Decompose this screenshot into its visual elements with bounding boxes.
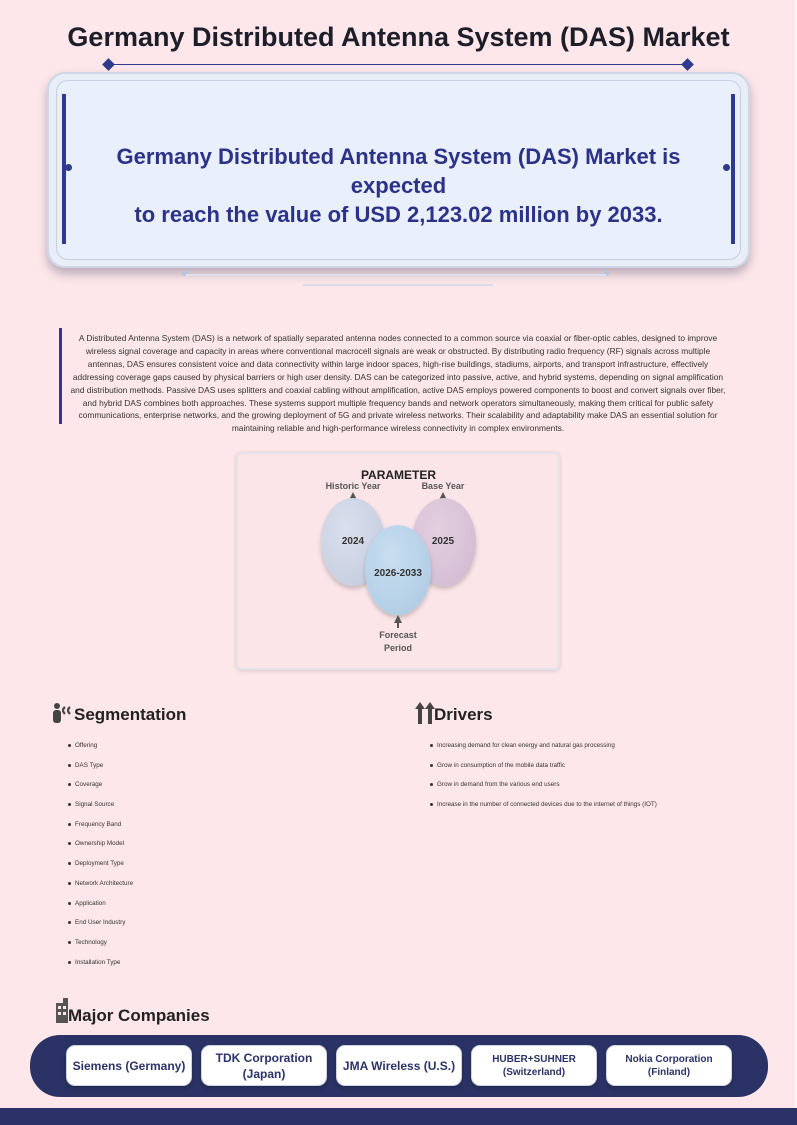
major-companies-heading: Major Companies — [68, 1006, 210, 1025]
hero-shadow-line — [186, 274, 606, 276]
driver-item: Increase in the number of connected devices due to the internet of things (IOT) — [430, 801, 770, 821]
base-year-label: Base Year — [421, 481, 465, 491]
segmentation-item: Installation Type — [68, 959, 368, 979]
forecast-period-label — [358, 629, 438, 655]
company-card — [606, 1045, 732, 1086]
company-card — [201, 1045, 327, 1086]
segmentation-heading: Segmentation — [74, 705, 187, 724]
company-name: Siemens (Germany) — [72, 1058, 186, 1073]
footer-bar — [0, 1108, 797, 1125]
segmentation-item: End User Industry — [68, 919, 368, 939]
title-divider — [112, 64, 688, 65]
drivers-list — [430, 742, 770, 821]
company-card — [66, 1045, 192, 1086]
segmentation-item: Ownership Model — [68, 840, 368, 860]
segmentation-item: Deployment Type — [68, 860, 368, 880]
segmentation-icon — [50, 701, 74, 725]
company-name: TDK Corporation — [215, 1050, 313, 1065]
segmentation-item: Coverage — [68, 781, 368, 801]
page-title: Germany Distributed Antenna System (DAS) Market — [67, 22, 730, 52]
segmentation-list — [68, 742, 368, 978]
forecast-arrow-stem — [397, 622, 399, 628]
company-name: Nokia Corporation — [625, 1053, 713, 1065]
company-country: (Finland) — [647, 1066, 691, 1078]
segmentation-item: Network Architecture — [68, 880, 368, 900]
hero-statement — [68, 142, 729, 229]
segmentation-item: Technology — [68, 939, 368, 959]
driver-item: Increasing demand for clean energy and natural gas processing — [430, 742, 770, 762]
segmentation-item: Frequency Band — [68, 821, 368, 841]
driver-item: Grow in demand from the various end users — [430, 781, 770, 801]
drivers-heading: Drivers — [434, 705, 493, 724]
company-card — [471, 1045, 597, 1086]
company-name: HUBER+SUHNER — [492, 1053, 576, 1065]
forecast-period-value: 2026-2033 — [374, 568, 422, 579]
intro-paragraph: A Distributed Antenna System (DAS) is a network of spatially separated antenna nodes connected to a common source via coaxial or fiber-optic cables, designed to improve wireless signal coverage and capacity in areas where conventional macrocell signals are weak or obstructed. By distributing radio frequency (RF) signals across multiple antennas, DAS ensures consistent voice and data connectivity within large indoor spaces, high-rise buildings, stadiums, airports, and transport infrastructure, effectively addressing coverage gaps caused by physical barriers or high user density. DAS can be categorized into passive, active, and hybrid systems, depending on signal amplification and distribution methods. Passive DAS uses splitters and coaxial cabling without amplification, active DAS employs powered components to boost and convert signals over fiber, and hybrid DAS combines both approaches. These systems support multiple frequency bands and network operators simultaneously, making them critical for public safety communications, enterprise networks, and the growing deployment of 5G and private wireless networks. Their scalability and adaptability make DAS an essential solution for maintaining reliable and high-performance wireless connectivity in complex environments. — [70, 333, 726, 434]
historic-year-label: Historic Year — [325, 481, 381, 491]
segmentation-item: Offering — [68, 742, 368, 762]
company-card — [336, 1045, 462, 1086]
intro-accent-bar — [59, 328, 62, 424]
drivers-arrows-icon — [414, 701, 436, 725]
forecast-label-line-2: Period — [383, 643, 412, 653]
hero-line-1: Germany Distributed Antenna System (DAS) Market is expected — [116, 144, 681, 198]
segmentation-item: Signal Source — [68, 801, 368, 821]
driver-item: Grow in consumption of the mobile data traffic — [430, 762, 770, 782]
hero-line-2: to reach the value of USD 2,123.02 million by 2033. — [134, 202, 663, 227]
base-year-value: 2025 — [431, 536, 455, 547]
parameter-title: PARAMETER — [360, 468, 437, 482]
segmentation-item: Application — [68, 900, 368, 920]
company-name: JMA Wireless (U.S.) — [342, 1058, 456, 1073]
company-country: (Switzerland) — [502, 1066, 566, 1078]
forecast-label-line-1: Forecast — [379, 630, 417, 640]
company-country: (Japan) — [242, 1066, 286, 1081]
hero-bar-right — [731, 94, 735, 244]
divider-diamond-left — [102, 58, 115, 71]
hero-shadow-line-2 — [303, 284, 493, 286]
segmentation-item: DAS Type — [68, 762, 368, 782]
historic-year-value: 2024 — [341, 536, 365, 547]
divider-diamond-right — [681, 58, 694, 71]
